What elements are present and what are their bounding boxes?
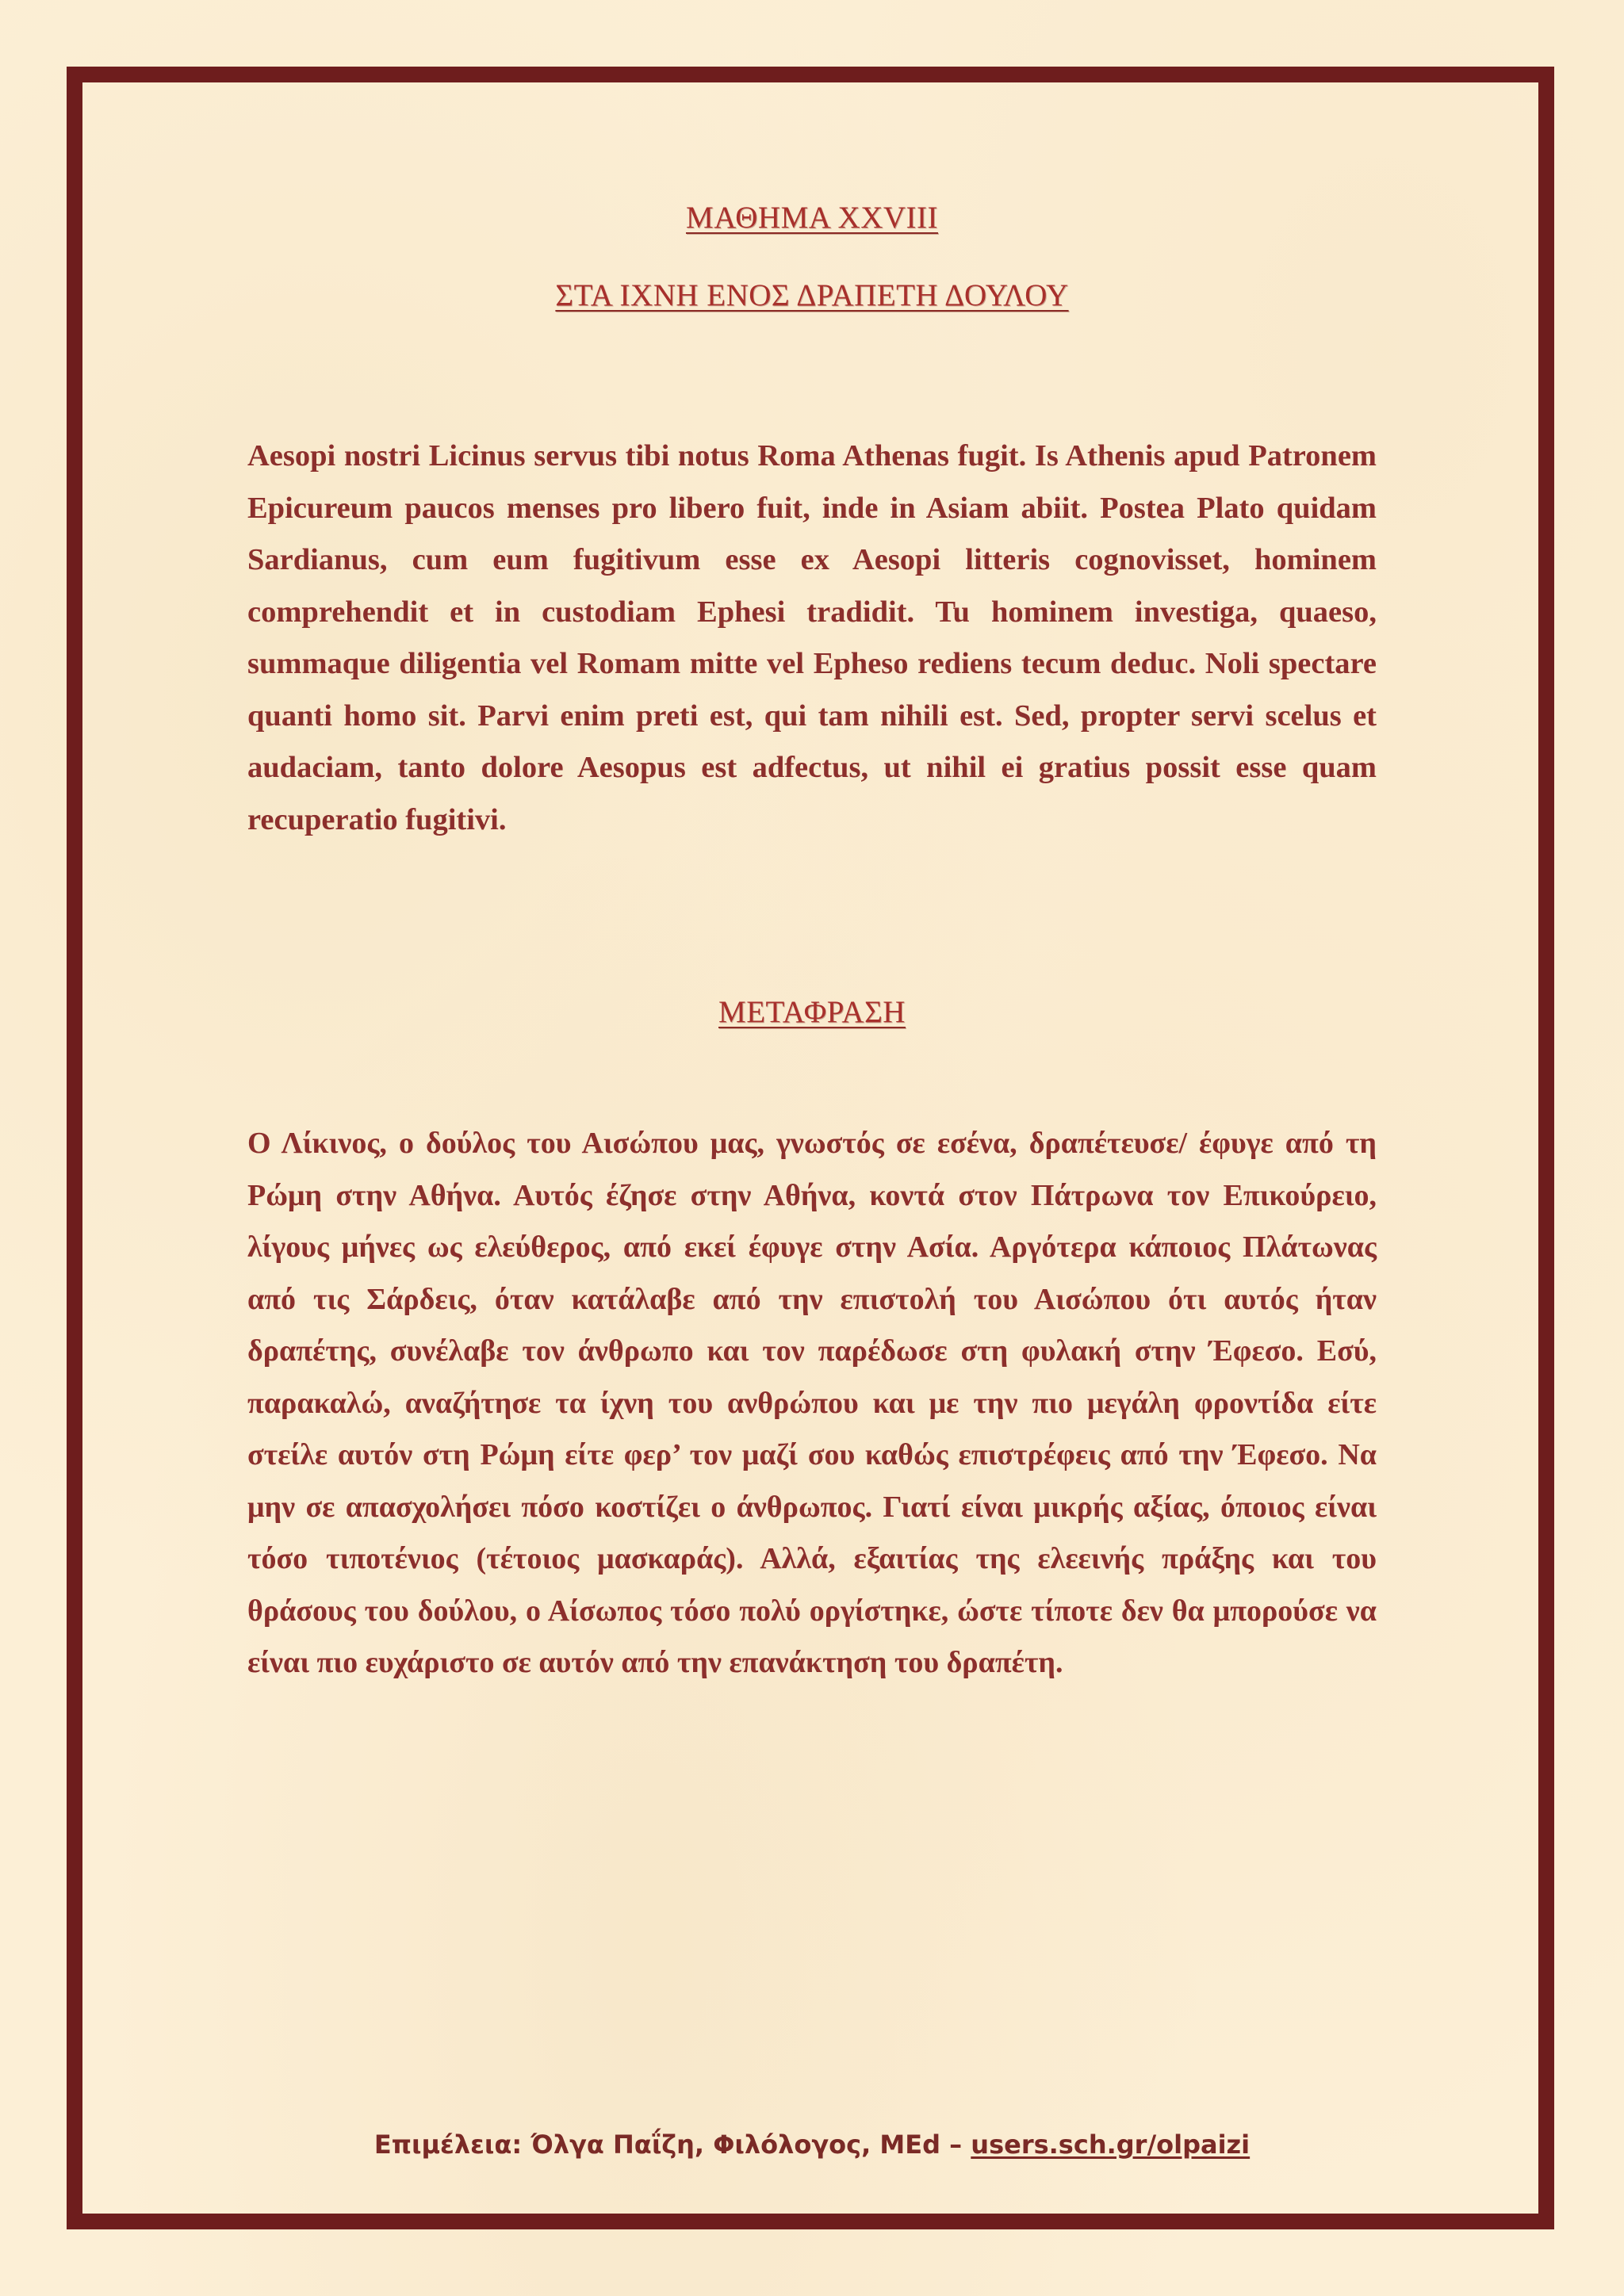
translation-paragraph: Ο Λίκινος, ο δούλος του Αισώπου μας, γνωστός σε εσένα, δραπέτευσε/ έφυγε από τη Ρώμη στην Αθήνα. Αυτός έζησε στην Αθήνα, κοντά στον Πάτρωνα τον Επικούρειο, λίγους μήνες ως ελεύθερος, από εκεί έφυγε στην Ασία. Αργότερα κάποιος Πλάτωνας από τις Σάρδεις, όταν κατάλαβε από την επιστολή του Αισώπου ότι αυτός ήταν δραπέτης, συνέλαβε τον άνθρωπο και τον παρέδωσε στη φυλακή στην Έφεσο. Εσύ, παρακαλώ, αναζήτησε τα ίχνη του ανθρώπου και με την πιο μεγάλη φροντίδα είτε στείλε αυτόν στη Ρώμη είτε φερ’ τον μαζί σου καθώς επιστρέφεις από την Έφεσο. Να μην σε απασχολήσει πόσο κοστίζει ο άνθρωπος. Γιατί είναι μικρής αξίας, όποιος είναι τόσο τιποτένιος (τέτοιος μασκαράς). Αλλά, εξαιτίας της ελεεινής πράξης και του θράσους του δούλου, ο Αίσωπος τόσο πολύ οργίστηκε, ώστε τίποτε δεν θα μπορούσε να είναι πιο ευχάριστο σε αυτόν από την επανάκτηση του δραπέτη. (247, 1127, 1377, 1679)
footer-credit-text: Επιμέλεια: Όλγα Παΐζη, Φιλόλογος, MEd – (373, 2130, 963, 2160)
lesson-subtitle: ΣΤΑ ΙΧΝΗ ΕΝΟΣ ΔΡΑΠΕΤΗ ΔΟΥΛΟΥ (555, 278, 1069, 312)
lesson-title: ΜΑΘΗΜΑ XXVIII (686, 201, 938, 235)
footer-credit (0, 2130, 1624, 2160)
translation-heading: ΜΕΤΑΦΡΑΣΗ (718, 995, 906, 1029)
latin-text-paragraph: Aesopi nostri Licinus servus tibi notus Roma Athenas fugit. Is Athenis apud Patronem Epicureum paucos menses pro libero fuit, inde in Asiam abiit. Postea Plato quidam Sardianus, cum eum fugitivum esse ex Aesopi litteris cognovisset, hominem comprehendit et in custodiam Ephesi tradidit. Tu hominem investiga, quaeso, summaque diligentia vel Romam mitte vel Epheso rediens tecum deduc. Noli spectare quanti homo sit. Parvi enim preti est, qui tam nihili est. Sed, propter servi scelus et audaciam, tanto dolore Aesopus est adfectus, ut nihil ei gratius possit esse quam recuperatio fugitivi. (247, 439, 1377, 836)
footer-website-link[interactable]: users.sch.gr/olpaizi (971, 2130, 1251, 2160)
